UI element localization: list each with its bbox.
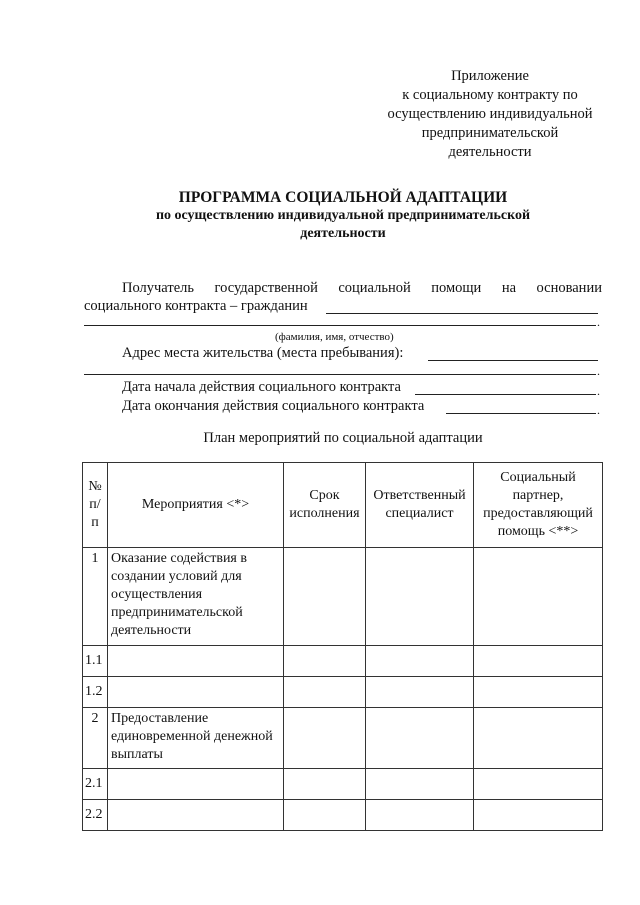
row-partner-cell[interactable] xyxy=(474,769,603,800)
appendix-line: предпринимательской xyxy=(421,125,559,141)
recipient-line-1 xyxy=(122,279,602,297)
row-responsible-cell[interactable] xyxy=(366,677,474,708)
title-line-2: по осуществлению индивидуальной предпринимательской xyxy=(155,208,531,223)
appendix-line: к социальному контракту по xyxy=(402,87,578,103)
header-responsible xyxy=(366,463,474,548)
recipient-name-field-continued[interactable] xyxy=(84,325,596,326)
header-responsible-line: специалист xyxy=(385,506,454,521)
period: . xyxy=(597,364,600,378)
row-num: 2.2 xyxy=(83,800,108,831)
table-row xyxy=(83,769,603,800)
address-label: Адрес места жительства (места пребывания): xyxy=(122,345,404,361)
row-num: 2 xyxy=(83,708,108,769)
row-deadline-cell[interactable] xyxy=(284,708,366,769)
recipient-word: социальной xyxy=(338,280,411,296)
period: . xyxy=(597,315,600,329)
row-deadline-cell[interactable] xyxy=(284,769,366,800)
row-partner-cell[interactable] xyxy=(474,548,603,646)
recipient-name-field[interactable] xyxy=(326,313,598,314)
address-field-continued[interactable] xyxy=(84,374,596,375)
row-responsible-cell[interactable] xyxy=(366,548,474,646)
recipient-line-2: социального контракта – гражданин xyxy=(84,298,308,314)
row-responsible-cell[interactable] xyxy=(366,646,474,677)
contract-start-label: Дата начала действия социального контракта xyxy=(122,379,401,395)
row-deadline-cell[interactable] xyxy=(284,548,366,646)
title-line-3: деятельности xyxy=(300,226,386,241)
header-num-line: № xyxy=(88,479,102,494)
header-partner-line: Социальный xyxy=(500,470,576,485)
plan-title: План мероприятий по социальной адаптации xyxy=(203,430,483,446)
table-header-row xyxy=(83,463,603,548)
row-activity[interactable] xyxy=(108,677,284,708)
table-row xyxy=(83,646,603,677)
row-activity[interactable] xyxy=(108,800,284,831)
header-partner-line: помощь <**> xyxy=(497,524,579,539)
appendix-line: деятельности xyxy=(448,144,532,160)
row-deadline-cell[interactable] xyxy=(284,800,366,831)
period: . xyxy=(597,384,600,398)
row-activity[interactable] xyxy=(108,646,284,677)
table-row xyxy=(83,548,603,646)
row-deadline-cell[interactable] xyxy=(284,646,366,677)
header-num-line: п/п xyxy=(89,497,101,530)
header-deadline-line: исполнения xyxy=(289,506,360,521)
row-activity[interactable]: Оказание содействия в создании условий для осуществления предпринимательской деятельности xyxy=(108,548,284,646)
appendix-header xyxy=(378,67,602,162)
appendix-line: осуществлению индивидуальной xyxy=(387,106,593,122)
row-num: 1 xyxy=(83,548,108,646)
contract-end-label: Дата окончания действия социального контракта xyxy=(122,398,425,414)
row-responsible-cell[interactable] xyxy=(366,769,474,800)
plan-table xyxy=(82,462,603,831)
recipient-word: государственной xyxy=(214,280,318,296)
row-responsible-cell[interactable] xyxy=(366,708,474,769)
contract-start-field[interactable] xyxy=(415,394,596,395)
header-deadline xyxy=(284,463,366,548)
header-activity: Мероприятия <*> xyxy=(108,463,284,548)
header-partner xyxy=(474,463,603,548)
row-partner-cell[interactable] xyxy=(474,646,603,677)
recipient-word: на xyxy=(501,280,517,296)
name-hint: (фамилия, имя, отчество) xyxy=(275,331,394,343)
row-num: 1.1 xyxy=(83,646,108,677)
recipient-word: Получатель xyxy=(122,280,194,296)
recipient-word: основании xyxy=(536,280,602,296)
row-num: 1.2 xyxy=(83,677,108,708)
header-partner-line: партнер, xyxy=(512,488,564,503)
row-num: 2.1 xyxy=(83,769,108,800)
title-line-1: ПРОГРАММА СОЦИАЛЬНОЙ АДАПТАЦИИ xyxy=(178,189,508,206)
contract-end-field[interactable] xyxy=(446,413,596,414)
appendix-line: Приложение xyxy=(451,68,529,84)
document-title xyxy=(60,189,626,243)
header-num xyxy=(83,463,108,548)
row-partner-cell[interactable] xyxy=(474,708,603,769)
row-partner-cell[interactable] xyxy=(474,800,603,831)
header-partner-line: предоставляющий xyxy=(483,506,593,521)
address-field[interactable] xyxy=(428,360,598,361)
header-responsible-line: Ответственный xyxy=(373,488,466,503)
table-row xyxy=(83,800,603,831)
row-activity[interactable]: Предоставление единовременной денежной выплаты xyxy=(108,708,284,769)
table-row xyxy=(83,708,603,769)
table-row xyxy=(83,677,603,708)
row-activity[interactable] xyxy=(108,769,284,800)
header-deadline-line: Срок xyxy=(309,488,340,503)
row-responsible-cell[interactable] xyxy=(366,800,474,831)
row-partner-cell[interactable] xyxy=(474,677,603,708)
period: . xyxy=(597,403,600,417)
row-deadline-cell[interactable] xyxy=(284,677,366,708)
recipient-word: помощи xyxy=(431,280,482,296)
